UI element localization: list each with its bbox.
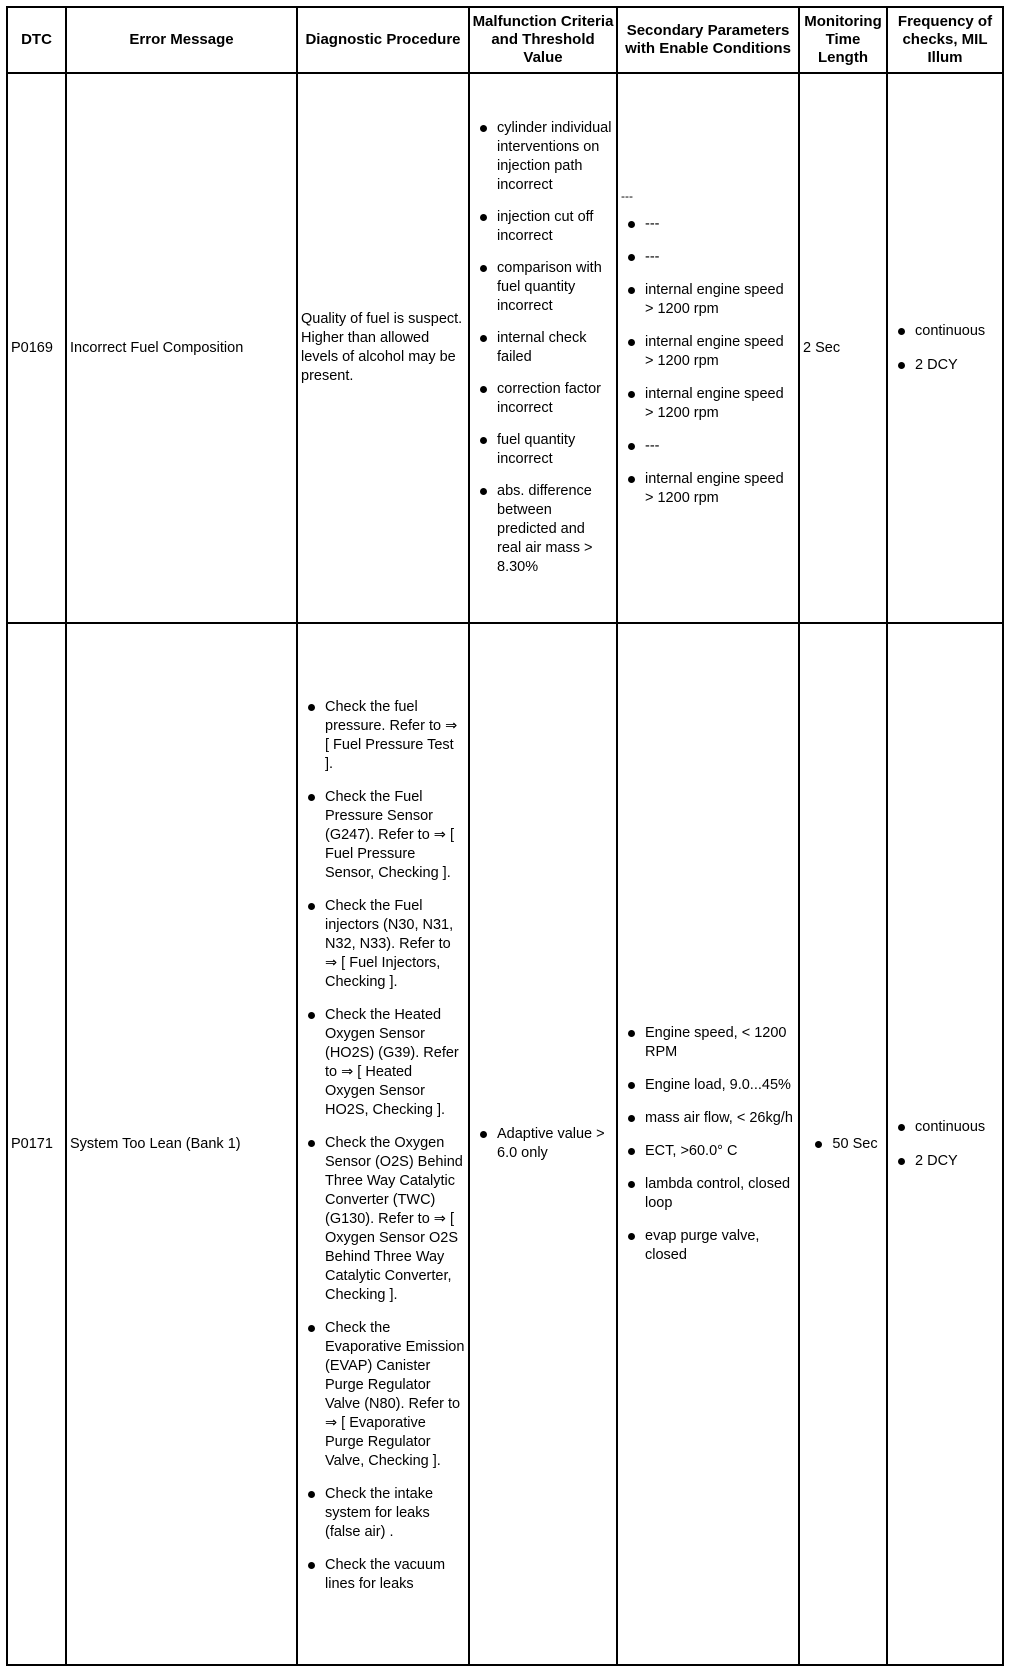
malfunction-criteria-list xyxy=(473,1125,613,1163)
header-dtc: DTC xyxy=(7,7,66,73)
list-item: --- xyxy=(621,215,795,234)
list-item: Engine load, 9.0...45% xyxy=(621,1076,795,1095)
error-message: Incorrect Fuel Composition xyxy=(66,73,297,623)
monitoring-time-list xyxy=(803,1135,883,1154)
malfunction-criteria xyxy=(469,623,617,1665)
dtc-table xyxy=(6,6,1004,1666)
list-item: Check the Evaporative Emission (EVAP) Canister Purge Regulator Valve (N80). Refer to ⇒ [ Evaporative Purge Regulator Valve, Checking ]. xyxy=(301,1319,465,1471)
list-item: internal engine speed > 1200 rpm xyxy=(621,470,795,508)
list-item: lambda control, closed loop xyxy=(621,1175,795,1213)
secondary-parameters xyxy=(617,623,799,1665)
diagnostic-procedure-list xyxy=(301,698,465,1594)
secondary-parameters xyxy=(617,73,799,623)
malfunction-criteria-list xyxy=(473,119,613,577)
list-item: internal engine speed > 1200 rpm xyxy=(621,333,795,371)
monitoring-time: 2 Sec xyxy=(799,73,887,623)
monitoring-time xyxy=(799,623,887,1665)
list-item: --- xyxy=(621,437,795,456)
list-item: fuel quantity incorrect xyxy=(473,431,613,469)
diagnostic-procedure xyxy=(297,623,469,1665)
list-item: Check the fuel pressure. Refer to ⇒ [ Fuel Pressure Test ]. xyxy=(301,698,465,774)
frequency-list xyxy=(891,1118,999,1171)
list-item: Check the vacuum lines for leaks xyxy=(301,1556,465,1594)
list-item: cylinder individual interventions on injection path incorrect xyxy=(473,119,613,195)
list-item: internal engine speed > 1200 rpm xyxy=(621,281,795,319)
header-monitoring-time: Monitoring Time Length xyxy=(799,7,887,73)
dtc-code: P0169 xyxy=(7,73,66,623)
diagnostic-procedure: Quality of fuel is suspect. Higher than allowed levels of alcohol may be present. xyxy=(297,73,469,623)
frequency-list xyxy=(891,322,999,375)
list-item: continuous xyxy=(891,1118,999,1137)
table-row-p0171 xyxy=(7,623,1003,1665)
header-diagnostic-procedure: Diagnostic Procedure xyxy=(297,7,469,73)
secondary-parameters-list xyxy=(621,1024,795,1265)
list-item: Engine speed, < 1200 RPM xyxy=(621,1024,795,1062)
list-item: Check the Fuel Pressure Sensor (G247). Refer to ⇒ [ Fuel Pressure Sensor, Checking ]. xyxy=(301,788,465,883)
error-message: System Too Lean (Bank 1) xyxy=(66,623,297,1665)
list-item: comparison with fuel quantity incorrect xyxy=(473,259,613,316)
header-frequency: Frequency of checks, MIL Illum xyxy=(887,7,1003,73)
list-item: Check the Oxygen Sensor (O2S) Behind Three Way Catalytic Converter (TWC) (G130). Refer to ⇒ [ Oxygen Sensor O2S Behind Three Way Catalytic Converter, Checking ]. xyxy=(301,1134,465,1305)
list-item: --- xyxy=(621,248,795,267)
list-item: 50 Sec xyxy=(808,1135,877,1154)
list-item: internal check failed xyxy=(473,329,613,367)
list-item: mass air flow, < 26kg/h xyxy=(621,1109,795,1128)
list-item: abs. difference between predicted and real air mass > 8.30% xyxy=(473,482,613,577)
list-item: evap purge valve, closed xyxy=(621,1227,795,1265)
header-row xyxy=(7,7,1003,73)
secondary-parameters-list xyxy=(621,215,795,508)
header-error-message: Error Message xyxy=(66,7,297,73)
frequency xyxy=(887,73,1003,623)
list-item: injection cut off incorrect xyxy=(473,208,613,246)
list-item: internal engine speed > 1200 rpm xyxy=(621,385,795,423)
list-item: correction factor incorrect xyxy=(473,380,613,418)
malfunction-criteria xyxy=(469,73,617,623)
list-item: 2 DCY xyxy=(891,1152,999,1171)
header-malfunction-criteria: Malfunction Criteria and Threshold Value xyxy=(469,7,617,73)
secondary-prefix: --- xyxy=(621,188,633,203)
list-item: Check the intake system for leaks (false air) . xyxy=(301,1485,465,1542)
frequency xyxy=(887,623,1003,1665)
list-item: Adaptive value > 6.0 only xyxy=(473,1125,613,1163)
list-item: Check the Heated Oxygen Sensor (HO2S) (G39). Refer to ⇒ [ Heated Oxygen Sensor HO2S, Checking ]. xyxy=(301,1006,465,1120)
dtc-code: P0171 xyxy=(7,623,66,1665)
list-item: 2 DCY xyxy=(891,356,999,375)
list-item: ECT, >60.0° C xyxy=(621,1142,795,1161)
header-secondary-parameters: Secondary Parameters with Enable Conditions xyxy=(617,7,799,73)
list-item: Check the Fuel injectors (N30, N31, N32, N33). Refer to ⇒ [ Fuel Injectors, Checking ]. xyxy=(301,897,465,992)
table-row-p0169 xyxy=(7,73,1003,623)
list-item: continuous xyxy=(891,322,999,341)
